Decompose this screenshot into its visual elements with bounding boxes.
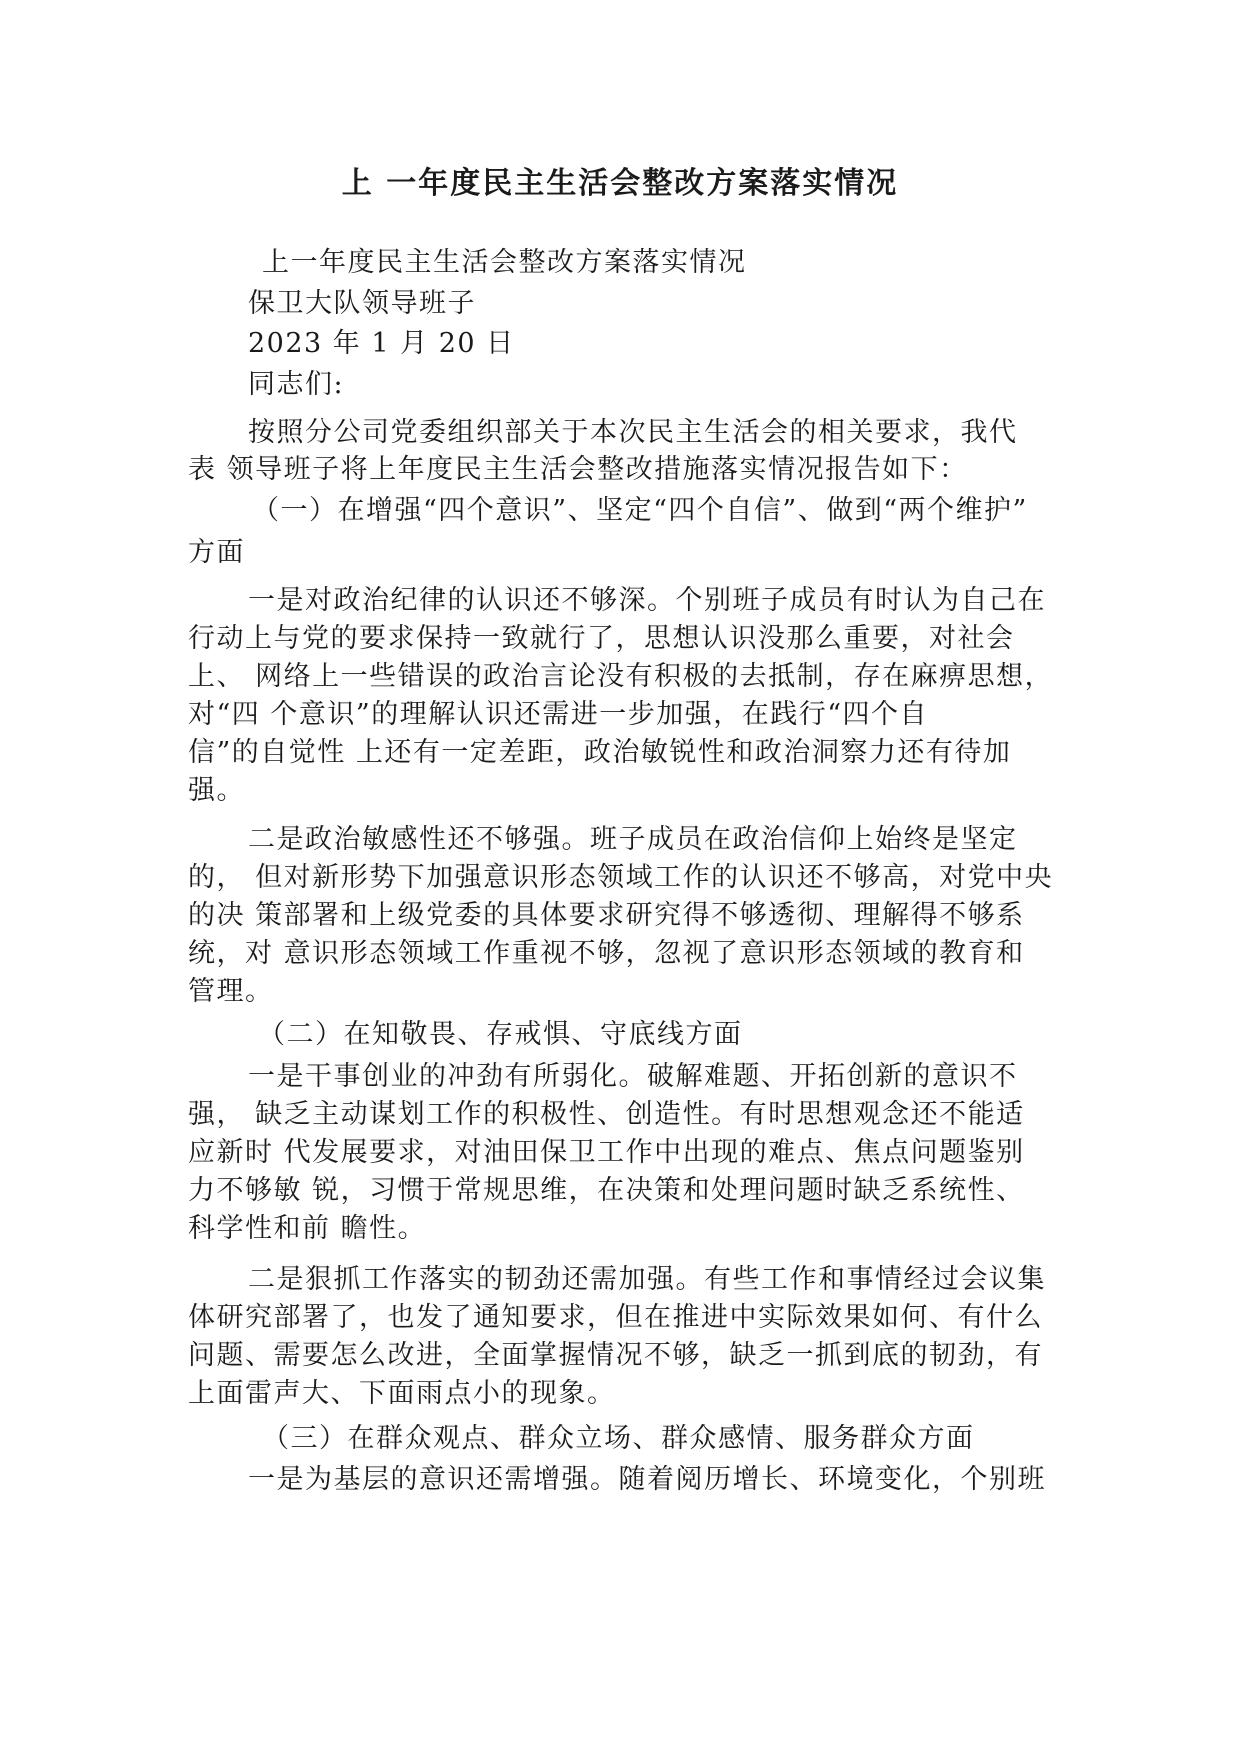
body-line: 一是干事创业的冲劲有所弱化。破解难题、开拓创新的意识不 xyxy=(248,1061,1018,1092)
body-line: 二是政治敏感性还不够强。班子成员在政治信仰上始终是坚定 xyxy=(248,824,1018,855)
section-heading: （三）在群众观点、群众立场、群众感情、服务群众方面 xyxy=(262,1423,975,1454)
section-heading: （二）在知敬畏、存戒惧、守底线方面 xyxy=(258,1019,743,1050)
body-line: 问题、需要怎么改进，全面掌握情况不够，缺乏一抓到底的韧劲，有 xyxy=(188,1340,1043,1371)
author-line: 保卫大队领导班子 xyxy=(248,288,476,319)
body-line: 力不够敏 锐，习惯于常规思维，在决策和处理问题时缺乏系统性、 xyxy=(188,1175,1025,1206)
body-line: 的决 策部署和上级党委的具体要求研究得不够透彻、理解得不够系 xyxy=(188,900,1025,931)
body-line: 强。 xyxy=(188,775,245,806)
body-line: 对“四 个意识”的理解认识还需进一步加强，在践行“四个自 xyxy=(188,699,928,730)
subtitle-line: 上一年度民主生活会整改方案落实情况 xyxy=(262,247,747,278)
body-line: 管理。 xyxy=(188,976,274,1007)
body-line: 应新时 代发展要求，对油田保卫工作中出现的难点、焦点问题鉴别 xyxy=(188,1137,1025,1168)
body-line: 的， 但对新形势下加强意识形态领域工作的认识还不够高，对党中央 xyxy=(188,862,1054,893)
body-line: 行动上与党的要求保持一致就行了，思想认识没那么重要，对社会 xyxy=(188,623,1015,654)
body-line: 一是对政治纪律的认识还不够深。个别班子成员有时认为自己在 xyxy=(248,585,1046,616)
body-line: 体研究部署了，也发了通知要求，但在推进中实际效果如何、有什么 xyxy=(188,1302,1043,1333)
body-line: 按照分公司党委组织部关于本次民主生活会的相关要求，我代 xyxy=(248,417,1018,448)
body-line: 信”的自觉性 上还有一定差距，政治敏锐性和政治洞察力还有待加 xyxy=(188,737,1012,768)
body-line: 一是为基层的意识还需增强。随着阅历增长、环境变化，个别班 xyxy=(248,1464,1046,1495)
section-heading-continued: 方面 xyxy=(188,537,245,568)
body-line: 强， 缺乏主动谋划工作的积极性、创造性。有时思想观念还不能适 xyxy=(188,1099,1025,1130)
document-title: 上 一年度民主生活会整改方案落实情况 xyxy=(341,166,899,201)
body-line: 科学性和前 瞻性。 xyxy=(188,1213,427,1244)
salutation-line: 同志们: xyxy=(248,369,345,400)
body-line: 二是狠抓工作落实的韧劲还需加强。有些工作和事情经过会议集 xyxy=(248,1264,1046,1295)
date-line: 2023 年 1 月 20 日 xyxy=(248,328,515,359)
body-line: 上面雷声大、下面雨点小的现象。 xyxy=(188,1378,616,1409)
body-line: 表 领导班子将上年度民主生活会整改措施落实情况报告如下： xyxy=(188,454,968,485)
section-heading: （一）在增强“四个意识”、坚定“四个自信”、做到“两个维护” xyxy=(252,495,1028,526)
body-line: 统，对 意识形态领域工作重视不够，忽视了意识形态领域的教育和 xyxy=(188,938,1025,969)
body-line: 上、 网络上一些错误的政治言论没有积极的去抵制，存在麻痹思想， xyxy=(188,661,1054,692)
